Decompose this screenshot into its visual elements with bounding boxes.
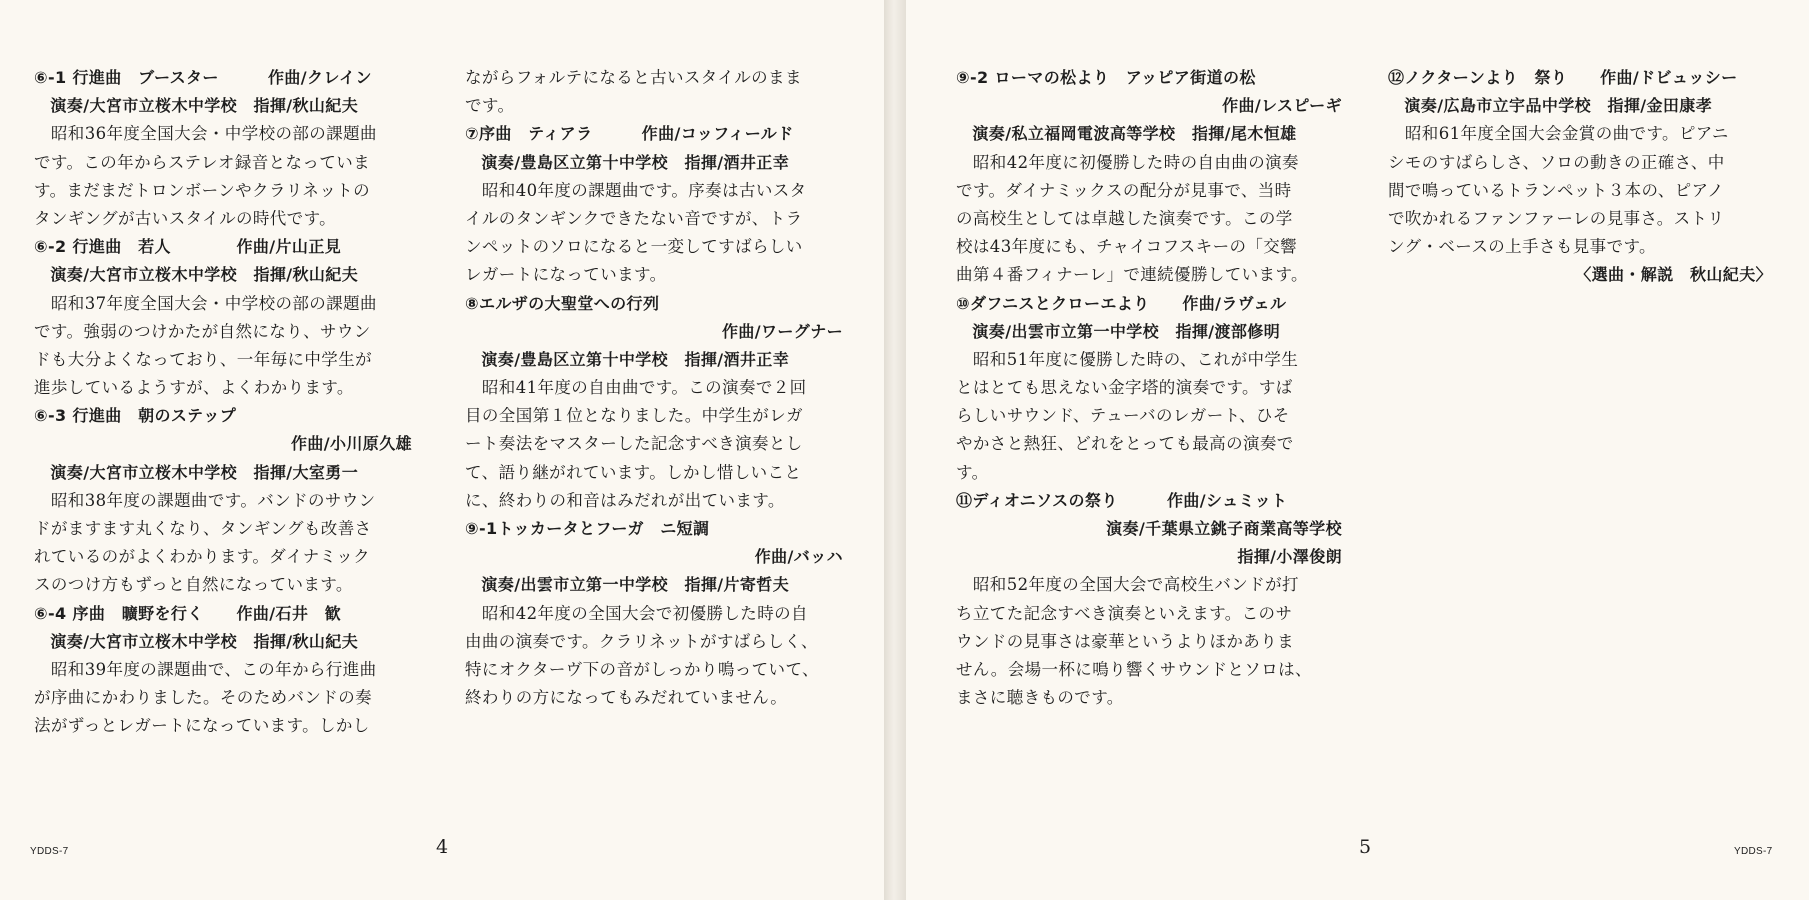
body-text-line: 進歩しているようすが、よくわかります。 xyxy=(34,378,354,398)
track-heading-line: ⑥-1 行進曲 ブースター 作曲/クレイン xyxy=(34,68,372,87)
body-text-line: 昭和61年度全国大会金賞の曲です。ピアニ xyxy=(1388,124,1729,144)
track-heading-line: ⑥-2 行進曲 若人 作曲/片山正見 xyxy=(34,237,342,257)
body-text-line: ウンドの見事さは豪華というよりほかありま xyxy=(956,631,1294,651)
page-number: 5 xyxy=(1359,836,1372,858)
track-heading-line: 演奏/広島市立宇品中学校 指揮/金田康孝 xyxy=(1388,96,1713,116)
track-heading-line: ⑥-3 行進曲 朝のステップ xyxy=(34,406,237,426)
body-text-line: 昭和39年度の課題曲で、この年から行進曲 xyxy=(34,659,377,679)
track-heading-line: 演奏/豊島区立第十中学校 指揮/酒井正幸 xyxy=(465,152,790,172)
body-text-line: 昭和52年度の全国大会で高校生バンドが打 xyxy=(956,575,1299,595)
body-text-line: らしいサウンド、テューバのレガート、ひそ xyxy=(956,406,1290,426)
body-text-line: 由曲の演奏です。クラリネットがすばらしく、 xyxy=(465,631,818,651)
body-text-line: れているのがよくわかります。ダイナミック xyxy=(34,547,371,567)
track-heading-line: ⑫ノクターンより 祭り 作曲/ドビュッシー xyxy=(1388,68,1738,87)
body-text-line: です。この年からステレオ録音となっていま xyxy=(34,152,371,172)
body-text-line: レガートになっています。 xyxy=(465,265,667,285)
body-text-line: 特にオクターヴ下の音がしっかり鳴っていて、 xyxy=(465,659,819,679)
track-heading-line: 作曲/ワーグナー xyxy=(721,321,843,341)
body-text-line: 昭和40年度の課題曲です。序奏は古いスタ xyxy=(465,180,807,200)
body-text-line: スのつけ方もずっと自然になっています。 xyxy=(34,575,353,595)
track-heading-line: ⑥-4 序曲 曠野を行く 作曲/石井 歓 xyxy=(34,603,342,623)
body-text-line: イルのタンギンクできたない音ですが、トラ xyxy=(465,208,803,228)
body-text-line: 校は43年度にも、チャイコフスキーの「交響 xyxy=(956,237,1298,257)
catalog-code: YDDS-7 xyxy=(1734,846,1773,857)
track-heading-line: 演奏/大宮市立桜木中学校 指揮/秋山紀夫 xyxy=(34,265,359,285)
body-text-line: ち立てた記念すべき演奏といえます。このサ xyxy=(956,603,1293,623)
catalog-code: YDDS-7 xyxy=(30,846,69,857)
body-text-line: 法がずっとレガートになっています。しかし xyxy=(34,716,370,736)
body-text-line: 昭和37年度全国大会・中学校の部の課題曲 xyxy=(34,293,377,313)
left-column-1 xyxy=(34,64,412,741)
body-text-line: まさに聴きものです。 xyxy=(956,688,1124,708)
body-text-line: す。まだまだトロンボーンやクラリネットの xyxy=(34,180,371,200)
track-heading-line: 演奏/千葉県立銚子商業高等学校 xyxy=(1106,519,1342,538)
body-text-line: 昭和42年度に初優勝した時の自由曲の演奏 xyxy=(956,152,1299,172)
track-heading-line: 演奏/出雲市立第一中学校 指揮/渡部修明 xyxy=(956,321,1281,341)
body-text-line: に、終わりの和音はみだれが出ています。 xyxy=(465,490,785,510)
track-heading-line: 〈選曲・解説 秋山紀夫〉 xyxy=(1575,265,1772,285)
body-text-line: せん。会場一杯に鳴り響くサウンドとソロは、 xyxy=(956,659,1312,679)
track-heading-line: ⑧エルザの大聖堂への行列 xyxy=(465,293,660,313)
right-column-1 xyxy=(956,64,1342,712)
track-heading-line: ⑨-1トッカータとフーガ ニ短調 xyxy=(465,519,710,538)
right-column-2 xyxy=(1388,64,1772,290)
body-text-line: て、語り継がれています。しかし惜しいこと xyxy=(465,462,802,482)
body-text-line: す。 xyxy=(956,462,989,482)
body-text-line: 目の全国第１位となりました。中学生がレガ xyxy=(465,406,803,426)
track-heading-line: 指揮/小澤俊朗 xyxy=(1237,547,1342,567)
left-page xyxy=(0,0,884,900)
track-heading-line: 演奏/大宮市立桜木中学校 指揮/大室勇一 xyxy=(34,462,359,482)
track-heading-line: 作曲/小川原久雄 xyxy=(290,434,412,454)
track-heading-line: 演奏/出雲市立第一中学校 指揮/片寄哲夫 xyxy=(465,575,790,595)
body-text-line: の高校生としては卓越した演奏です。この学 xyxy=(956,208,1293,228)
track-heading-line: 作曲/レスピーギ xyxy=(1222,96,1342,116)
track-heading-line: 演奏/大宮市立桜木中学校 指揮/秋山紀夫 xyxy=(34,96,359,116)
body-text-line: タンギングが古いスタイルの時代です。 xyxy=(34,208,337,228)
page-number: 4 xyxy=(436,836,449,858)
body-text-line: とはとても思えない金字塔的演奏です。すば xyxy=(956,378,1293,398)
body-text-line: やかさと熱狂、どれをとっても最高の演奏で xyxy=(956,434,1294,454)
track-heading-line: 演奏/大宮市立桜木中学校 指揮/秋山紀夫 xyxy=(34,631,359,651)
body-text-line: です。ダイナミックスの配分が見事で、当時 xyxy=(956,180,1292,200)
body-text-line: 昭和36年度全国大会・中学校の部の課題曲 xyxy=(34,124,377,144)
body-text-line: です。 xyxy=(465,96,515,116)
body-text-line: ンペットのソロになると一変してすばらしい xyxy=(465,237,803,257)
book-gutter xyxy=(884,0,906,900)
left-column-2 xyxy=(465,64,843,712)
track-heading-line: 演奏/豊島区立第十中学校 指揮/酒井正幸 xyxy=(465,349,790,369)
track-heading-line: 演奏/私立福岡電波高等学校 指揮/尾木恒雄 xyxy=(956,124,1297,144)
track-heading-line: ⑩ダフニスとクローエより 作曲/ラヴェル xyxy=(956,293,1287,313)
track-heading-line: ⑦序曲 ティアラ 作曲/コッフィールド xyxy=(465,124,794,144)
body-text-line: 間で鳴っているトランペット３本の、ピアノ xyxy=(1388,180,1725,200)
body-text-line: ング・ベースの上手さも見事です。 xyxy=(1388,237,1656,257)
body-text-line: ながらフォルテになると古いスタイルのまま xyxy=(465,68,802,87)
track-heading-line: ⑪ディオニソスの祭り 作曲/シュミット xyxy=(956,490,1288,510)
body-text-line: 昭和51年度に優勝した時の、これが中学生 xyxy=(956,349,1299,369)
body-text-line: 終わりの方になってもみだれていません。 xyxy=(465,688,788,708)
body-text-line: 昭和38年度の課題曲です。バンドのサウン xyxy=(34,490,376,510)
right-page xyxy=(906,0,1809,900)
body-text-line: シモのすばらしさ、ソロの動きの正確さ、中 xyxy=(1388,152,1725,172)
track-heading-line: ⑨-2 ローマの松より アッピア街道の松 xyxy=(956,68,1256,87)
body-text-line: 曲第４番フィナーレ」で連続優勝しています。 xyxy=(956,265,1308,285)
body-text-line: ドも大分よくなっており、一年毎に中学生が xyxy=(34,349,372,369)
body-text-line: で吹かれるファンファーレの見事さ。ストリ xyxy=(1388,208,1725,228)
track-heading-line: 作曲/バッハ xyxy=(754,547,843,567)
body-text-line: 昭和42年度の全国大会で初優勝した時の自 xyxy=(465,603,808,623)
body-text-line: ート奏法をマスターした記念すべき演奏とし xyxy=(465,434,803,454)
body-text-line: ドがますます丸くなり、タンギングも改善さ xyxy=(34,519,372,538)
body-text-line: が序曲にかわりました。そのためバンドの奏 xyxy=(34,688,372,708)
body-text-line: です。強弱のつけかたが自然になり、サウン xyxy=(34,321,371,341)
body-text-line: 昭和41年度の自由曲です。この演奏で２回 xyxy=(465,378,807,398)
